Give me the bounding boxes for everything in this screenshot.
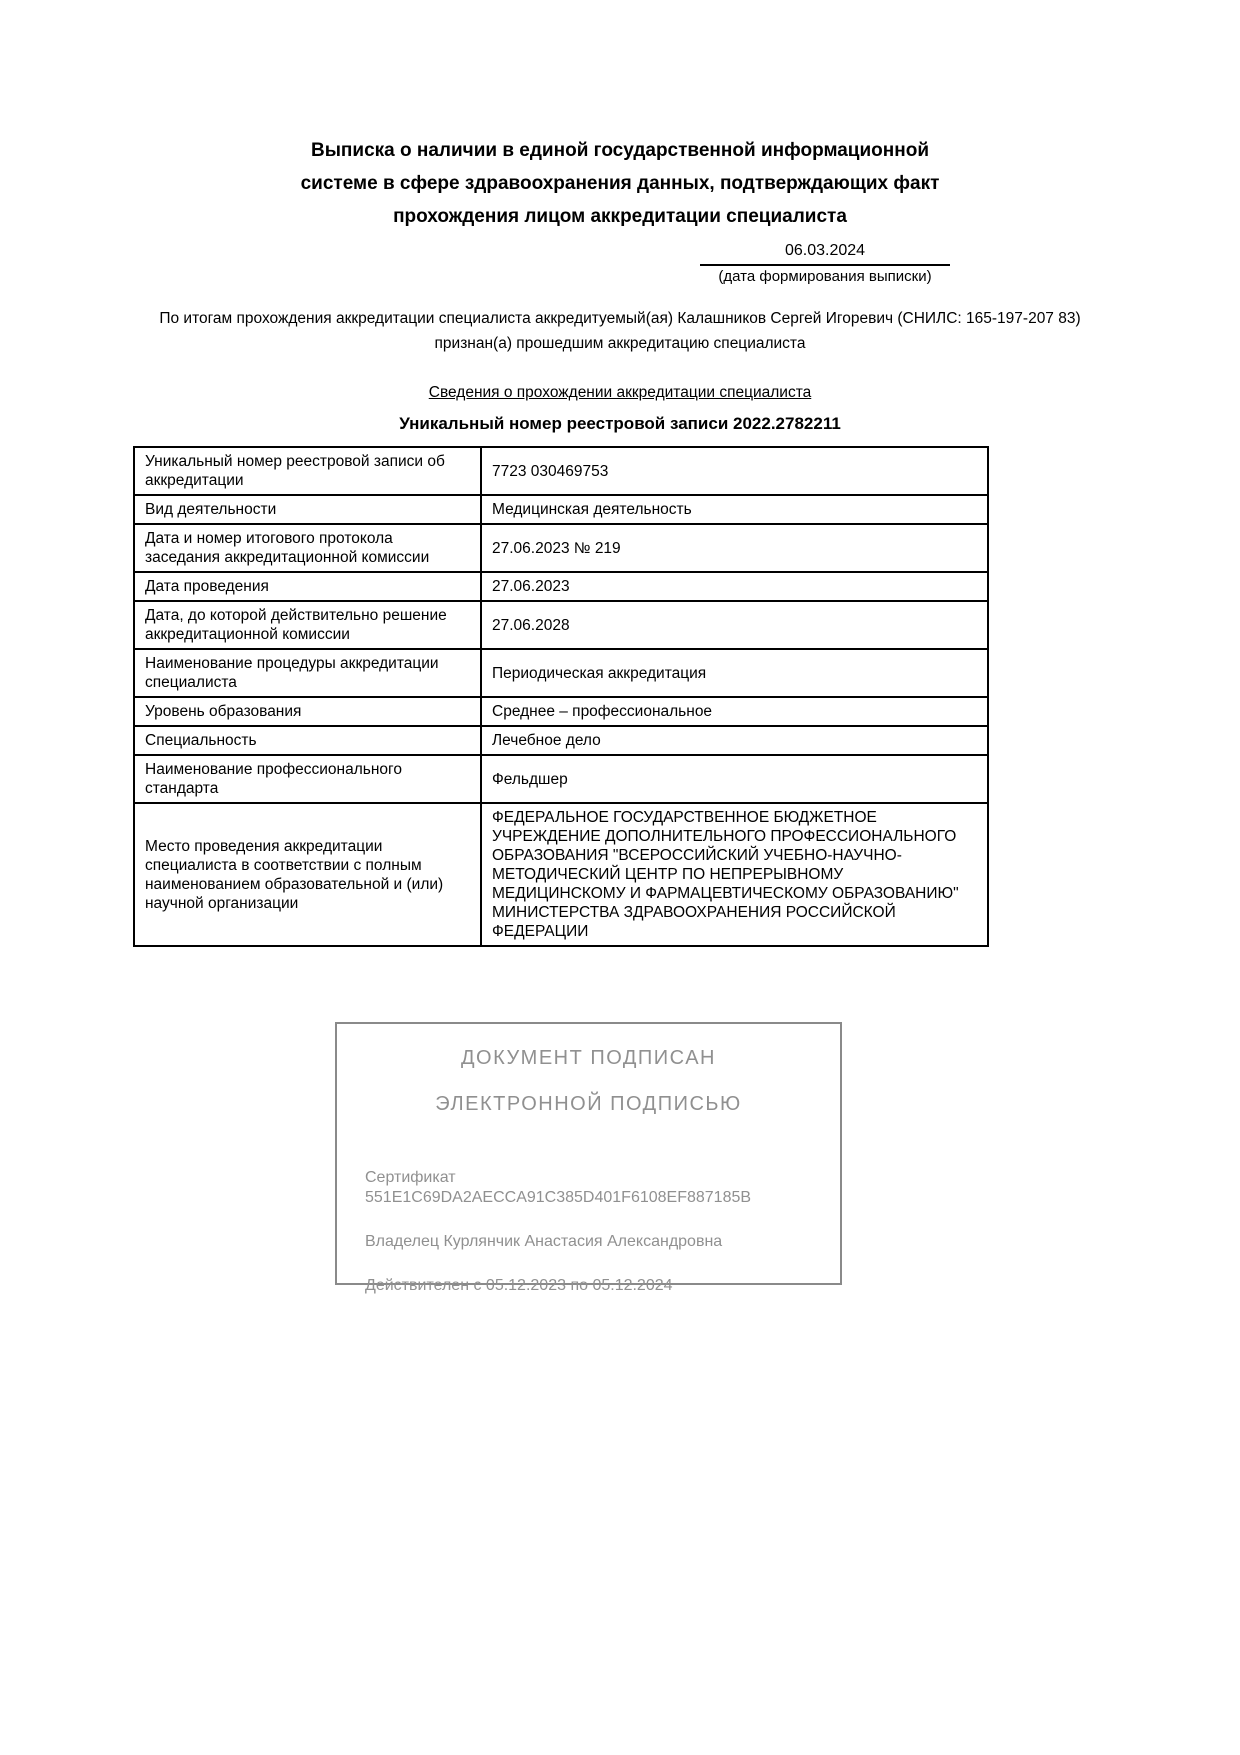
document-title-line: системе в сфере здравоохранения данных, подтверждающих факт (300, 173, 940, 194)
table-value-cell: 7723 030469753 (481, 447, 988, 495)
issue-date-caption: (дата формирования выписки) (718, 268, 932, 285)
table-label-cell: Уровень образования (134, 697, 481, 726)
table-row (134, 649, 988, 697)
signature-certificate: Сертификат 551E1C69DA2AECCA91C385D401F6108EF887185B (365, 1169, 752, 1206)
table-value-cell: 27.06.2023 (481, 572, 988, 601)
table-label-cell: Наименование процедуры аккредитации специалиста (134, 649, 481, 697)
table-label-cell: Уникальный номер реестровой записи об аккредитации (134, 447, 481, 495)
table-value-cell: Среднее – профессиональное (481, 697, 988, 726)
issue-date-block (700, 240, 950, 287)
signature-title-line-2: ЭЛЕКТРОННОЙ ПОДПИСЬЮ (435, 1093, 742, 1115)
table-label-cell: Наименование профессионального стандарта (134, 755, 481, 803)
table-row (134, 726, 988, 755)
document-title-line: прохождения лицом аккредитации специалиста (393, 206, 847, 227)
table-row (134, 697, 988, 726)
table-value-cell: Фельдшер (481, 755, 988, 803)
table-label-cell: Вид деятельности (134, 495, 481, 524)
registry-number-heading: Уникальный номер реестровой записи 2022.2782211 (399, 414, 841, 433)
intro-text-line: По итогам прохождения аккредитации специалиста аккредитуемый(ая) Калашников Сергей Игоревич (СНИЛС: 165-197-207 83) (159, 310, 1081, 327)
signature-title-line-1: ДОКУМЕНТ ПОДПИСАН (461, 1047, 716, 1069)
table-value-cell: 27.06.2028 (481, 601, 988, 649)
intro-text-line: признан(а) прошедшим аккредитацию специалиста (434, 335, 806, 352)
table-value-cell: ФЕДЕРАЛЬНОЕ ГОСУДАРСТВЕННОЕ БЮДЖЕТНОЕ УЧРЕЖДЕНИЕ ДОПОЛНИТЕЛЬНОГО ПРОФЕССИОНАЛЬНОГО ОБРАЗОВАНИЯ "ВСЕРОССИЙСКИЙ УЧЕБНО-НАУЧНО-МЕТОДИЧЕСКИЙ ЦЕНТР ПО НЕПРЕРЫВНОМУ МЕДИЦИНСКОМУ И ФАРМАЦЕВТИЧЕСКОМУ ОБРАЗОВАНИЮ" МИНИСТЕРСТВА ЗДРАВООХРАНЕНИЯ РОССИЙСКОЙ ФЕДЕРАЦИИ (481, 803, 988, 946)
table-row (134, 755, 988, 803)
section-heading: Сведения о прохождении аккредитации специалиста (428, 384, 812, 401)
intro-text (0, 306, 1240, 356)
table-row (134, 601, 988, 649)
table-value-cell: Лечебное дело (481, 726, 988, 755)
table-label-cell: Дата проведения (134, 572, 481, 601)
table-label-cell: Специальность (134, 726, 481, 755)
table-row (134, 572, 988, 601)
table-label-cell: Дата, до которой действительно решение аккредитационной комиссии (134, 601, 481, 649)
accreditation-table (133, 446, 989, 947)
table-value-cell: 27.06.2023 № 219 (481, 524, 988, 572)
document-title-line: Выписка о наличии в единой государственной информационной (310, 140, 930, 161)
signature-owner: Владелец Курлянчик Анастасия Александровна (365, 1233, 723, 1250)
table-label-cell: Дата и номер итогового протокола заседания аккредитационной комиссии (134, 524, 481, 572)
table-row (134, 524, 988, 572)
issue-date: 06.03.2024 (700, 240, 950, 266)
table-row (134, 447, 988, 495)
signature-validity: Действителен с 05.12.2023 по 05.12.2024 (365, 1277, 673, 1294)
document-title (0, 134, 1240, 233)
table-value-cell: Периодическая аккредитация (481, 649, 988, 697)
digital-signature-box (335, 1022, 842, 1294)
table-label-cell: Место проведения аккредитации специалиста в соответствии с полным наименованием образовательной и (или) научной организации (134, 803, 481, 946)
table-row (134, 495, 988, 524)
table-value-cell: Медицинская деятельность (481, 495, 988, 524)
table-row (134, 803, 988, 946)
